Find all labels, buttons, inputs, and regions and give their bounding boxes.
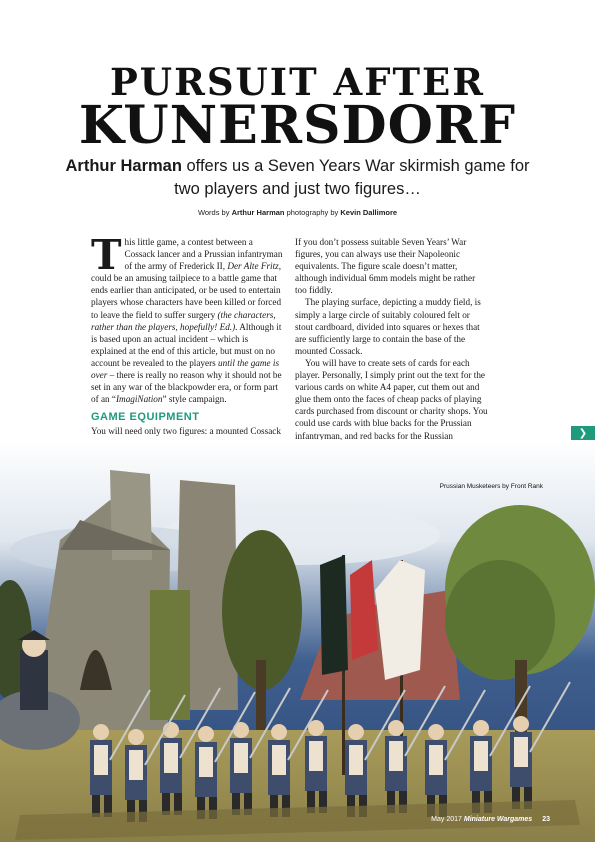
text-run: his little game, a contest between a Cossack lancer and a Prussian infantryman of the army of Frederick II, [124,237,283,272]
body-paragraph: If you don’t possess suitable Seven Years’ War figures, you can always use their Napoleonic equivalents. The figure scale doesn’t matter, although individual 6mm models might be rather too fiddly. [295,237,476,296]
article-title-line2: KUNERSDORF [78,95,517,156]
miniatures-photo [0,440,595,842]
page-footer [340,816,550,823]
text-run-italic: Der Alte Fritz [227,261,279,272]
text-run: – there is really no reason why it should not be set in any war of the blackpowder era, or form part of an “ [91,370,282,405]
text-run-italic: until the game is over [91,357,280,381]
page-number: 23 [542,816,550,823]
intro-paragraph [91,231,284,405]
text-run-italic: ImagiNation [116,394,163,405]
byline-words-label: Words by [197,208,232,217]
body-paragraph: You will have to create sets of cards for each player. Personally, I simply print out the text for the various cards on white A4 paper, cut them out and glue them onto the faces of cheap packs of playing cards purchased from discount or charity shops. You could use cards with blue backs for the Prussian infantryman, and red backs for the Russian [295,357,488,441]
text-column-1 [91,231,284,450]
drop-cap: T [91,231,122,279]
body-paragraph: You will need only two figures: a mounted Cossack [91,426,281,437]
standfirst [60,155,535,201]
footer-issue: May 2017 [431,816,464,823]
photo-caption: Prussian Musketeers by Front Rank [439,483,543,490]
standfirst-author: Arthur Harman [65,157,182,175]
byline-photo-label: photography by [284,208,341,217]
byline [0,208,595,217]
byline-photographer: Kevin Dallimore [340,208,398,217]
article-title-line1: PURSUIT AFTER [109,60,485,104]
text-run: ” style campaign. [162,394,227,405]
text-run: . Although it is based upon an actual incident – which is explained at the end of this article, but must on no account be revealed to the players [91,321,282,368]
standfirst-text: offers us a Seven Years War skirmish game for two players and just two figures… [174,157,530,198]
body-paragraph: The playing surface, depicting a muddy field, is simply a large circle of suitably coloured felt or stout cardboard, divided into squares or hexes that are sufficiently large to contain the base of the mounted Cossack. [295,297,481,356]
text-column-2 [295,236,488,466]
footer-magazine: Miniature Wargames [463,816,533,823]
text-run: , could be an amusing tailpiece to a battle game that ends earlier than anticipated, or be used to entertain players whose characters have been killed or forced to leave the field to suffer surgery [91,261,282,320]
text-run-italic: (the characters, rather than the players, hopefully! Ed.) [91,309,276,332]
byline-author: Arthur Harman [231,208,285,217]
section-heading: GAME EQUIPMENT [91,411,200,424]
next-page-arrow-icon[interactable]: ❯ [571,426,595,442]
